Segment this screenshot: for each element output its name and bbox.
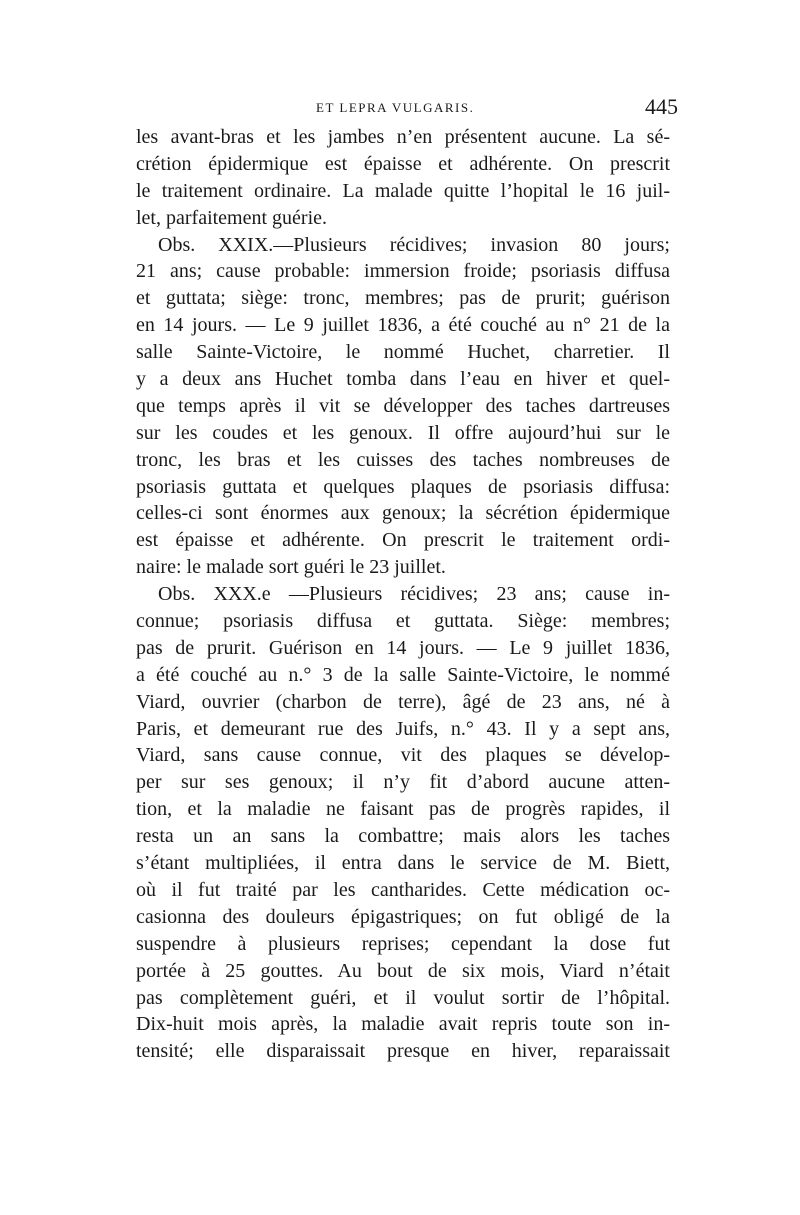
text-line: psoriasis guttata et quelques plaques de psoriasis diffusa:	[136, 475, 670, 498]
text-line: suspendre à plusieurs reprises; cependant la dose fut	[136, 932, 670, 955]
text-line: est épaisse et adhérente. On prescrit le traitement ordi-	[136, 529, 670, 552]
text-line: en 14 jours. — Le 9 juillet 1836, a été couché au n° 21 de la	[136, 314, 670, 337]
text-line: pas de prurit. Guérison en 14 jours. — Le 9 juillet 1836,	[136, 636, 670, 659]
text-line: Obs. XXX.e —Plusieurs récidives; 23 ans; cause in-	[158, 583, 670, 606]
text-line: resta un an sans la combattre; mais alors les taches	[136, 825, 670, 848]
text-line: les avant-bras et les jambes n’en présentent aucune. La sé-	[136, 126, 670, 148]
text-line: Obs. XXIX.—Plusieurs récidives; invasion 80 jours;	[158, 233, 670, 256]
text-line: le traitement ordinaire. La malade quitte l’hopital le 16 juil-	[136, 179, 670, 202]
text-line: let, parfaitement guérie.	[136, 206, 328, 229]
text-line: tronc, les bras et les cuisses des taches nombreuses de	[136, 448, 670, 471]
text-line: s’étant multipliées, il entra dans le service de M. Biett,	[136, 852, 670, 875]
text-line: y a deux ans Huchet tomba dans l’eau en hiver et quel-	[136, 368, 670, 391]
text-line: salle Sainte-Victoire, le nommé Huchet, charretier. Il	[136, 341, 670, 364]
text-line: naire: le malade sort guéri le 23 juillet.	[136, 556, 446, 579]
text-line: crétion épidermique est épaisse et adhérente. On prescrit	[136, 152, 670, 175]
text-line: 21 ans; cause probable: immersion froide; psoriasis diffusa	[136, 260, 670, 283]
text-line: per sur ses genoux; il n’y fit d’abord aucune atten-	[136, 771, 670, 794]
text-line: celles-ci sont énormes aux genoux; la sécrétion épidermique	[136, 502, 670, 525]
text-line: a été couché au n.° 3 de la salle Sainte-Victoire, le nommé	[136, 663, 670, 686]
text-line: Paris, et demeurant rue des Juifs, n.° 43. Il y a sept ans,	[136, 717, 670, 740]
text-line: sur les coudes et les genoux. Il offre aujourd’hui sur le	[136, 421, 670, 444]
text-line: connue; psoriasis diffusa et guttata. Siège: membres;	[136, 610, 670, 633]
text-line: tion, et la maladie ne faisant pas de progrès rapides, il	[136, 798, 670, 821]
text-line: Dix-huit mois après, la maladie avait repris toute son in-	[136, 1013, 670, 1036]
page-number: 445	[645, 94, 678, 119]
text-line: et guttata; siège: tronc, membres; pas de prurit; guérison	[136, 287, 670, 310]
text-line: Viard, sans cause connue, vit des plaques se dévelop-	[136, 744, 670, 767]
text-line: que temps après il vit se développer des taches dartreuses	[136, 394, 670, 417]
page-header	[138, 94, 678, 120]
text-line: pas complètement guéri, et il voulut sortir de l’hôpital.	[136, 986, 670, 1009]
body-text	[136, 124, 670, 1065]
text-line: portée à 25 gouttes. Au bout de six mois, Viard n’était	[136, 959, 670, 982]
text-line: tensité; elle disparaissait presque en hiver, reparaissait	[136, 1040, 670, 1063]
running-title: ET LEPRA VULGARIS.	[316, 100, 475, 115]
text-line: Viard, ouvrier (charbon de terre), âgé de 23 ans, né à	[136, 690, 670, 713]
text-line: où il fut traité par les cantharides. Cette médication oc-	[136, 878, 670, 901]
text-line: casionna des douleurs épigastriques; on fut obligé de la	[136, 905, 670, 928]
